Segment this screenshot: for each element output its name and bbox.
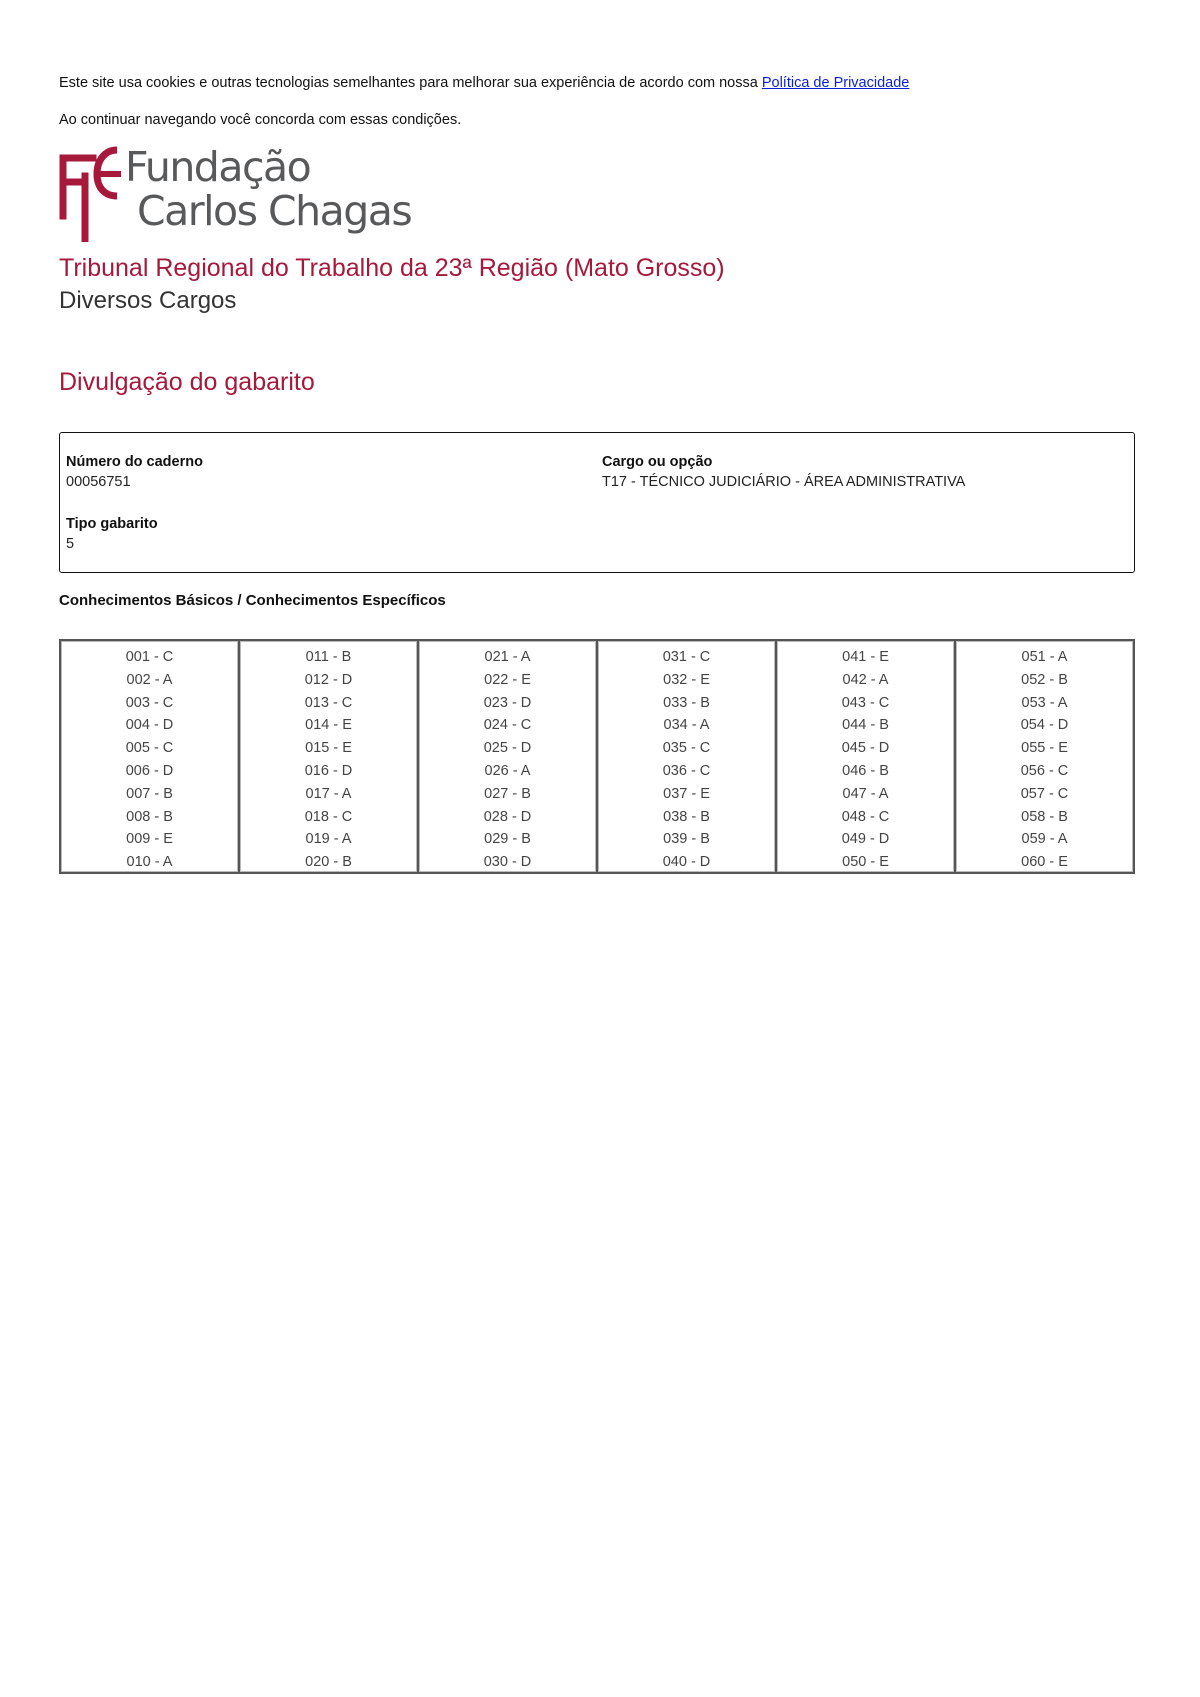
answer-cell: 040 - D bbox=[662, 854, 711, 871]
cookie-notice bbox=[59, 74, 909, 92]
answer-cell: 045 - D bbox=[841, 740, 890, 757]
answer-cell: 007 - B bbox=[126, 785, 173, 802]
answer-cell: 055 - E bbox=[1021, 740, 1068, 757]
answer-cell: 053 - A bbox=[1021, 694, 1068, 711]
answer-cell: 025 - D bbox=[483, 740, 532, 757]
answer-cell: 035 - C bbox=[662, 740, 711, 757]
answer-cell: 037 - E bbox=[663, 785, 710, 802]
answer-cell: 050 - E bbox=[842, 854, 889, 871]
answer-cell: 020 - B bbox=[305, 854, 352, 871]
answer-column bbox=[61, 641, 238, 872]
answer-cell: 010 - A bbox=[126, 854, 173, 871]
answer-cell: 038 - B bbox=[663, 808, 710, 825]
cargo-value: T17 - TÉCNICO JUDICIÁRIO - ÁREA ADMINISTRATIVA bbox=[602, 474, 966, 490]
answer-cell: 047 - A bbox=[842, 785, 889, 802]
caderno-field bbox=[66, 452, 203, 492]
answer-cell: 003 - C bbox=[125, 694, 174, 711]
answer-cell: 017 - A bbox=[305, 785, 352, 802]
logo-line-2: Carlos Chagas bbox=[137, 187, 412, 235]
answer-cell: 012 - D bbox=[304, 671, 353, 688]
tipo-label: Tipo gabarito bbox=[66, 516, 158, 532]
answer-cell: 048 - C bbox=[841, 808, 890, 825]
answer-cell: 052 - B bbox=[1021, 671, 1068, 688]
answer-cell: 022 - E bbox=[484, 671, 531, 688]
answer-cell: 051 - A bbox=[1021, 649, 1068, 665]
answer-column bbox=[598, 641, 775, 872]
tipo-field bbox=[66, 514, 158, 554]
caderno-label: Número do caderno bbox=[66, 454, 203, 470]
answer-cell: 043 - C bbox=[841, 694, 890, 711]
answer-key-table bbox=[59, 639, 1135, 874]
answer-cell: 060 - E bbox=[1021, 854, 1068, 871]
answer-cell: 024 - C bbox=[483, 717, 532, 734]
answer-cell: 001 - C bbox=[125, 649, 174, 665]
answer-cell: 021 - A bbox=[484, 649, 531, 665]
answer-cell: 019 - A bbox=[305, 831, 352, 848]
answer-cell: 059 - A bbox=[1021, 831, 1068, 848]
answer-cell: 032 - E bbox=[663, 671, 710, 688]
answer-cell: 041 - E bbox=[842, 649, 889, 665]
answer-cell: 039 - B bbox=[663, 831, 710, 848]
cargo-label: Cargo ou opção bbox=[602, 454, 713, 470]
answer-cell: 042 - A bbox=[842, 671, 889, 688]
answer-cell: 009 - E bbox=[126, 831, 173, 848]
answer-cell: 029 - B bbox=[484, 831, 531, 848]
org-subtitle: Diversos Cargos bbox=[59, 287, 237, 314]
answer-cell: 056 - C bbox=[1020, 762, 1069, 779]
answer-cell: 036 - C bbox=[662, 762, 711, 779]
answer-cell: 023 - D bbox=[483, 694, 532, 711]
answer-cell: 031 - C bbox=[662, 649, 711, 665]
fcc-logo bbox=[59, 143, 412, 246]
answer-cell: 006 - D bbox=[125, 762, 174, 779]
answer-cell: 034 - A bbox=[663, 717, 710, 734]
info-box bbox=[59, 432, 1135, 573]
answer-cell: 005 - C bbox=[125, 740, 174, 757]
answer-column bbox=[956, 641, 1133, 872]
cookie-consent-text: Ao continuar navegando você concorda com essas condições. bbox=[59, 112, 462, 128]
answer-column bbox=[240, 641, 417, 872]
caderno-value: 00056751 bbox=[66, 474, 131, 490]
answer-cell: 013 - C bbox=[304, 694, 353, 711]
answer-cell: 057 - C bbox=[1020, 785, 1069, 802]
logo-line-1: Fundação bbox=[125, 143, 311, 191]
cargo-field bbox=[602, 452, 965, 492]
answer-column bbox=[777, 641, 954, 872]
tipo-value: 5 bbox=[66, 536, 75, 552]
answer-cell: 018 - C bbox=[304, 808, 353, 825]
answer-cell: 028 - D bbox=[483, 808, 532, 825]
knowledge-title: Conhecimentos Básicos / Conhecimentos Específicos bbox=[59, 592, 446, 609]
answer-cell: 014 - E bbox=[305, 717, 352, 734]
answer-cell: 049 - D bbox=[841, 831, 890, 848]
answer-cell: 016 - D bbox=[304, 762, 353, 779]
answer-cell: 058 - B bbox=[1021, 808, 1068, 825]
answer-cell: 054 - D bbox=[1020, 717, 1069, 734]
cookie-notice-text: Este site usa cookies e outras tecnologias semelhantes para melhorar sua experiência de acordo com nossa bbox=[59, 75, 762, 91]
answer-cell: 030 - D bbox=[483, 854, 532, 871]
answer-cell: 046 - B bbox=[842, 762, 889, 779]
section-title: Divulgação do gabarito bbox=[59, 368, 315, 396]
answer-cell: 044 - B bbox=[842, 717, 889, 734]
answer-cell: 004 - D bbox=[125, 717, 174, 734]
answer-cell: 033 - B bbox=[663, 694, 710, 711]
fcc-logo-mark-icon bbox=[59, 146, 129, 242]
fcc-logo-wordmark bbox=[125, 144, 411, 234]
answer-cell: 011 - B bbox=[305, 649, 352, 665]
answer-cell: 008 - B bbox=[126, 808, 173, 825]
privacy-policy-link[interactable]: Política de Privacidade bbox=[761, 75, 910, 91]
org-title: Tribunal Regional do Trabalho da 23ª Região (Mato Grosso) bbox=[59, 254, 725, 282]
answer-column bbox=[419, 641, 596, 872]
answer-cell: 015 - E bbox=[305, 740, 352, 757]
answer-cell: 002 - A bbox=[126, 671, 173, 688]
answer-cell: 026 - A bbox=[484, 762, 531, 779]
answer-cell: 027 - B bbox=[484, 785, 531, 802]
